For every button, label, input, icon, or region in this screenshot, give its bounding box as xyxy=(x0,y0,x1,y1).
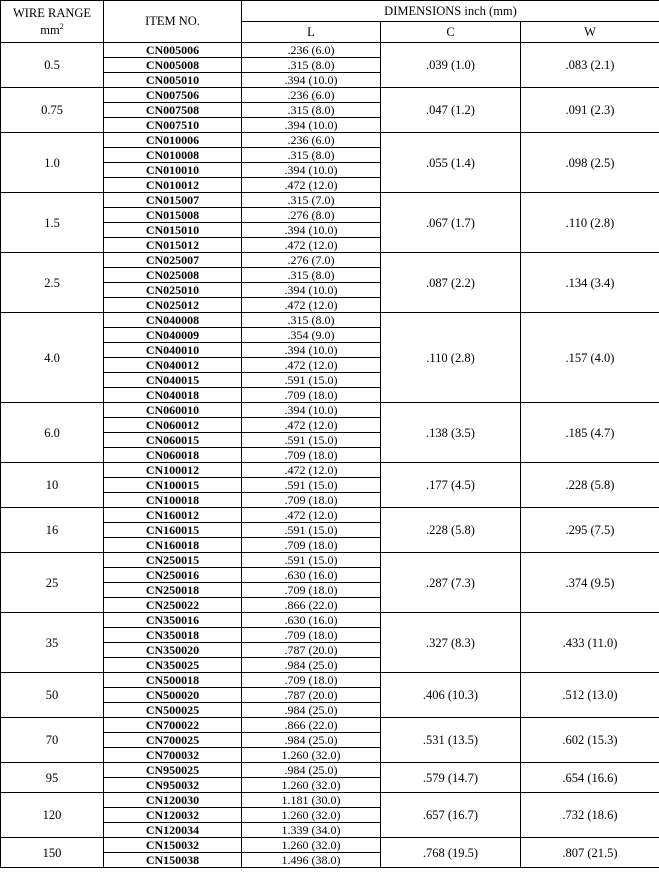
item-number-cell: CN700022 xyxy=(104,718,242,733)
wire-range-cell: 16 xyxy=(1,508,104,553)
dimension-l-cell: .709 (18.0) xyxy=(242,538,381,553)
table-row xyxy=(1,43,659,58)
dimension-l-cell: .472 (12.0) xyxy=(242,358,381,373)
dimension-l-cell: .984 (25.0) xyxy=(242,733,381,748)
table-row xyxy=(1,718,659,733)
item-number-cell: CN700025 xyxy=(104,733,242,748)
dimension-w-cell: .654 (16.6) xyxy=(521,763,659,793)
item-number-cell: CN005008 xyxy=(104,58,242,73)
w-column-header: W xyxy=(521,22,659,43)
item-number-cell: CN010006 xyxy=(104,133,242,148)
wire-range-cell: 10 xyxy=(1,463,104,508)
dimension-l-cell: .591 (15.0) xyxy=(242,433,381,448)
item-number-cell: CN950032 xyxy=(104,778,242,793)
dimension-w-cell: .512 (13.0) xyxy=(521,673,659,718)
dimension-c-cell: .579 (14.7) xyxy=(381,763,521,793)
dimension-c-cell: .055 (1.4) xyxy=(381,133,521,193)
item-number-cell: CN060012 xyxy=(104,418,242,433)
item-number-cell: CN350020 xyxy=(104,643,242,658)
dimension-l-cell: .472 (12.0) xyxy=(242,418,381,433)
dimension-l-cell: .591 (15.0) xyxy=(242,478,381,493)
wire-range-cell: 1.5 xyxy=(1,193,104,253)
item-number-cell: CN005006 xyxy=(104,43,242,58)
dimension-l-cell: .315 (8.0) xyxy=(242,268,381,283)
table-row xyxy=(1,403,659,418)
item-number-cell: CN500025 xyxy=(104,703,242,718)
dimension-w-cell: .433 (11.0) xyxy=(521,613,659,673)
item-no-header: ITEM NO. xyxy=(104,1,242,43)
dimension-l-cell: .315 (8.0) xyxy=(242,58,381,73)
dimension-l-cell: .709 (18.0) xyxy=(242,448,381,463)
dimension-w-cell: .732 (18.6) xyxy=(521,793,659,838)
dimension-l-cell: .276 (7.0) xyxy=(242,253,381,268)
dimension-w-cell: .134 (3.4) xyxy=(521,253,659,313)
dimension-l-cell: .472 (12.0) xyxy=(242,238,381,253)
item-number-cell: CN100015 xyxy=(104,478,242,493)
item-number-cell: CN007506 xyxy=(104,88,242,103)
table-row xyxy=(1,838,659,853)
dimension-l-cell: .787 (20.0) xyxy=(242,688,381,703)
item-number-cell: CN025007 xyxy=(104,253,242,268)
dimension-w-cell: .602 (15.3) xyxy=(521,718,659,763)
wire-range-header xyxy=(1,1,104,43)
dimension-w-cell: .083 (2.1) xyxy=(521,43,659,88)
table-row xyxy=(1,88,659,103)
dimension-l-cell: .394 (10.0) xyxy=(242,73,381,88)
dimension-c-cell: .768 (19.5) xyxy=(381,838,521,868)
dimension-c-cell: .039 (1.0) xyxy=(381,43,521,88)
dimension-l-cell: .472 (12.0) xyxy=(242,178,381,193)
dimension-w-cell: .185 (4.7) xyxy=(521,403,659,463)
dimension-l-cell: .472 (12.0) xyxy=(242,508,381,523)
item-number-cell: CN350018 xyxy=(104,628,242,643)
table-header xyxy=(1,1,659,43)
dimension-l-cell: 1.260 (32.0) xyxy=(242,808,381,823)
item-number-cell: CN250016 xyxy=(104,568,242,583)
wire-range-cell: 120 xyxy=(1,793,104,838)
dimension-c-cell: .087 (2.2) xyxy=(381,253,521,313)
wire-range-cell: 0.75 xyxy=(1,88,104,133)
dimension-w-cell: .110 (2.8) xyxy=(521,193,659,253)
item-number-cell: CN010008 xyxy=(104,148,242,163)
dimension-l-cell: 1.260 (32.0) xyxy=(242,838,381,853)
item-number-cell: CN025012 xyxy=(104,298,242,313)
item-number-cell: CN160015 xyxy=(104,523,242,538)
item-number-cell: CN005010 xyxy=(104,73,242,88)
wire-unit-label: $mm^2$ xyxy=(40,21,64,37)
dimension-c-cell: .327 (8.3) xyxy=(381,613,521,673)
dimension-c-cell: .047 (1.2) xyxy=(381,88,521,133)
dimension-l-cell: .984 (25.0) xyxy=(242,703,381,718)
dimension-c-cell: .177 (4.5) xyxy=(381,463,521,508)
table-row xyxy=(1,763,659,778)
wire-range-cell: 1.0 xyxy=(1,133,104,193)
dimension-w-cell: .374 (9.5) xyxy=(521,553,659,613)
dimension-l-cell: .472 (12.0) xyxy=(242,463,381,478)
item-number-cell: CN120030 xyxy=(104,793,242,808)
dimension-l-cell: .394 (10.0) xyxy=(242,403,381,418)
item-number-cell: CN015008 xyxy=(104,208,242,223)
item-number-cell: CN500020 xyxy=(104,688,242,703)
dimension-c-cell: .531 (13.5) xyxy=(381,718,521,763)
table-row xyxy=(1,133,659,148)
dimension-w-cell: .157 (4.0) xyxy=(521,313,659,403)
item-number-cell: CN150038 xyxy=(104,853,242,868)
wire-range-label: WIRE RANGE xyxy=(12,5,92,20)
table-row xyxy=(1,508,659,523)
item-number-cell: CN060018 xyxy=(104,448,242,463)
dimension-l-cell: .394 (10.0) xyxy=(242,283,381,298)
wire-range-cell: 6.0 xyxy=(1,403,104,463)
dimension-l-cell: .394 (10.0) xyxy=(242,163,381,178)
item-number-cell: CN010012 xyxy=(104,178,242,193)
dimension-w-cell: .295 (7.5) xyxy=(521,508,659,553)
wire-range-cell: 25 xyxy=(1,553,104,613)
dimension-l-cell: .315 (8.0) xyxy=(242,313,381,328)
item-number-cell: CN700032 xyxy=(104,748,242,763)
table-row xyxy=(1,613,659,628)
item-number-cell: CN025010 xyxy=(104,283,242,298)
dimensions-header: DIMENSIONS inch (mm) xyxy=(242,1,659,22)
item-number-cell: CN040012 xyxy=(104,358,242,373)
dimension-l-cell: .709 (18.0) xyxy=(242,673,381,688)
dimension-l-cell: .315 (8.0) xyxy=(242,148,381,163)
dimension-l-cell: .984 (25.0) xyxy=(242,658,381,673)
dimension-l-cell: .866 (22.0) xyxy=(242,718,381,733)
item-number-cell: CN015010 xyxy=(104,223,242,238)
item-number-cell: CN120032 xyxy=(104,808,242,823)
wire-range-cell: 50 xyxy=(1,673,104,718)
item-number-cell: CN350016 xyxy=(104,613,242,628)
dimension-l-cell: .472 (12.0) xyxy=(242,298,381,313)
dimension-w-cell: .091 (2.3) xyxy=(521,88,659,133)
item-number-cell: CN950025 xyxy=(104,763,242,778)
item-number-cell: CN160012 xyxy=(104,508,242,523)
dimension-c-cell: .406 (10.3) xyxy=(381,673,521,718)
wire-range-cell: 2.5 xyxy=(1,253,104,313)
dimension-l-cell: .394 (10.0) xyxy=(242,223,381,238)
item-number-cell: CN040008 xyxy=(104,313,242,328)
item-number-cell: CN015007 xyxy=(104,193,242,208)
dimension-c-cell: .287 (7.3) xyxy=(381,553,521,613)
dimension-l-cell: .709 (18.0) xyxy=(242,628,381,643)
wire-range-cell: 0.5 xyxy=(1,43,104,88)
table-row xyxy=(1,553,659,568)
item-number-cell: CN007510 xyxy=(104,118,242,133)
dimension-l-cell: .354 (9.0) xyxy=(242,328,381,343)
item-number-cell: CN040010 xyxy=(104,343,242,358)
item-number-cell: CN160018 xyxy=(104,538,242,553)
dimension-l-cell: 1.260 (32.0) xyxy=(242,748,381,763)
dimension-l-cell: 1.260 (32.0) xyxy=(242,778,381,793)
wire-range-cell: 35 xyxy=(1,613,104,673)
item-number-cell: CN350025 xyxy=(104,658,242,673)
dimension-l-cell: .630 (16.0) xyxy=(242,613,381,628)
dimension-c-cell: .138 (3.5) xyxy=(381,403,521,463)
dimension-l-cell: .315 (7.0) xyxy=(242,193,381,208)
item-number-cell: CN250015 xyxy=(104,553,242,568)
dimension-l-cell: .709 (18.0) xyxy=(242,388,381,403)
item-number-cell: CN040018 xyxy=(104,388,242,403)
dimension-w-cell: .807 (21.5) xyxy=(521,838,659,868)
dimension-l-cell: .394 (10.0) xyxy=(242,343,381,358)
l-column-header: L xyxy=(242,22,381,43)
c-column-header: C xyxy=(381,22,521,43)
dimension-c-cell: .067 (1.7) xyxy=(381,193,521,253)
item-number-cell: CN010010 xyxy=(104,163,242,178)
item-number-cell: CN060010 xyxy=(104,403,242,418)
dimension-l-cell: .236 (6.0) xyxy=(242,133,381,148)
dimension-l-cell: .984 (25.0) xyxy=(242,763,381,778)
item-number-cell: CN007508 xyxy=(104,103,242,118)
item-number-cell: CN015012 xyxy=(104,238,242,253)
dimension-l-cell: 1.339 (34.0) xyxy=(242,823,381,838)
table-row xyxy=(1,193,659,208)
item-number-cell: CN040015 xyxy=(104,373,242,388)
dimension-l-cell: .787 (20.0) xyxy=(242,643,381,658)
wire-range-cell: 95 xyxy=(1,763,104,793)
dimension-l-cell: .236 (6.0) xyxy=(242,88,381,103)
wire-range-cell: 70 xyxy=(1,718,104,763)
dimension-l-cell: .236 (6.0) xyxy=(242,43,381,58)
dimension-l-cell: .276 (8.0) xyxy=(242,208,381,223)
wire-range-cell: 4.0 xyxy=(1,313,104,403)
item-number-cell: CN060015 xyxy=(104,433,242,448)
table-row xyxy=(1,673,659,688)
dimension-l-cell: .591 (15.0) xyxy=(242,373,381,388)
item-number-cell: CN150032 xyxy=(104,838,242,853)
table-body xyxy=(1,43,659,868)
table-row xyxy=(1,313,659,328)
item-number-cell: CN120034 xyxy=(104,823,242,838)
item-number-cell: CN025008 xyxy=(104,268,242,283)
dimension-w-cell: .098 (2.5) xyxy=(521,133,659,193)
item-number-cell: CN250022 xyxy=(104,598,242,613)
dimension-l-cell: .709 (18.0) xyxy=(242,583,381,598)
dimension-l-cell: .394 (10.0) xyxy=(242,118,381,133)
dimension-l-cell: .315 (8.0) xyxy=(242,103,381,118)
dimension-l-cell: 1.496 (38.0) xyxy=(242,853,381,868)
dimension-l-cell: .591 (15.0) xyxy=(242,523,381,538)
dimension-c-cell: .228 (5.8) xyxy=(381,508,521,553)
dimension-l-cell: 1.181 (30.0) xyxy=(242,793,381,808)
dimension-c-cell: .110 (2.8) xyxy=(381,313,521,403)
table-row xyxy=(1,793,659,808)
dimension-l-cell: .630 (16.0) xyxy=(242,568,381,583)
item-number-cell: CN250018 xyxy=(104,583,242,598)
dimension-l-cell: .709 (18.0) xyxy=(242,493,381,508)
dimension-l-cell: .866 (22.0) xyxy=(242,598,381,613)
table-row xyxy=(1,253,659,268)
item-number-cell: CN100018 xyxy=(104,493,242,508)
item-number-cell: CN500018 xyxy=(104,673,242,688)
wire-range-cell: 150 xyxy=(1,838,104,868)
item-number-cell: CN040009 xyxy=(104,328,242,343)
dimension-l-cell: .591 (15.0) xyxy=(242,553,381,568)
dimension-c-cell: .657 (16.7) xyxy=(381,793,521,838)
dimension-w-cell: .228 (5.8) xyxy=(521,463,659,508)
table-row xyxy=(1,463,659,478)
item-number-cell: CN100012 xyxy=(104,463,242,478)
